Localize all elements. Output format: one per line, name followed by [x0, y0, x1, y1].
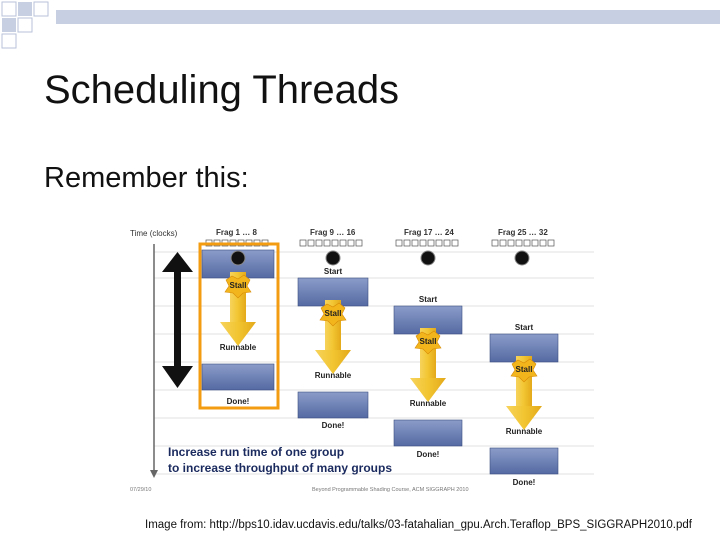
stall-event-icon	[421, 251, 435, 265]
double-arrow-icon	[162, 252, 193, 388]
top-accent-bar	[56, 10, 720, 24]
runnable-label: Runnable	[409, 399, 447, 408]
group-label: Frag 17 … 24	[404, 228, 454, 237]
image-source-caption: Image from: http://bps10.idav.ucdavis.edu/talks/03-fatahalian_gpu.Arch.Teraflop_BPS_SIGGRAPH2010.pdf	[145, 519, 692, 531]
stall-event-icon	[231, 251, 245, 265]
done-label: Done!	[416, 450, 440, 459]
slide-title: Scheduling Threads	[44, 68, 400, 112]
figure-footer-date: 07/29/10	[130, 487, 152, 493]
group-label: Frag 1 … 8	[216, 228, 257, 237]
stall-label: Stall	[229, 281, 247, 290]
done-label: Done!	[226, 397, 250, 406]
group-label: Frag 9 … 16	[310, 228, 356, 237]
runnable-label: Runnable	[314, 371, 352, 380]
fragment-group-2	[298, 228, 368, 430]
done-label: Done!	[512, 478, 536, 487]
bullet-text: Remember this:	[44, 162, 249, 194]
stall-event-icon	[515, 251, 529, 265]
fragment-group-3	[394, 228, 462, 459]
stall-label: Stall	[419, 337, 437, 346]
start-label: Start	[323, 267, 343, 276]
gpu-scheduling-figure	[126, 214, 596, 498]
runnable-label: Runnable	[505, 427, 543, 436]
figure-footer-source: Beyond Programmable Shading Course, ACM SIGGRAPH 2010	[312, 487, 469, 493]
done-label: Done!	[321, 421, 345, 430]
runnable-label: Runnable	[219, 343, 257, 352]
corner-squares-decoration	[0, 0, 60, 50]
stall-label: Stall	[515, 365, 533, 374]
group-label: Frag 25 … 32	[498, 228, 548, 237]
annotation-line-2: to increase throughput of many groups	[168, 461, 393, 475]
fragment-group-4	[490, 228, 558, 487]
start-label: Start	[418, 295, 438, 304]
stall-label: Stall	[324, 309, 342, 318]
annotation-line-1: Increase run time of one group	[168, 445, 345, 459]
time-axis-label: Time (clocks)	[130, 229, 178, 238]
stall-event-icon	[326, 251, 340, 265]
start-label: Start	[514, 323, 534, 332]
fragment-group-1	[200, 228, 278, 408]
